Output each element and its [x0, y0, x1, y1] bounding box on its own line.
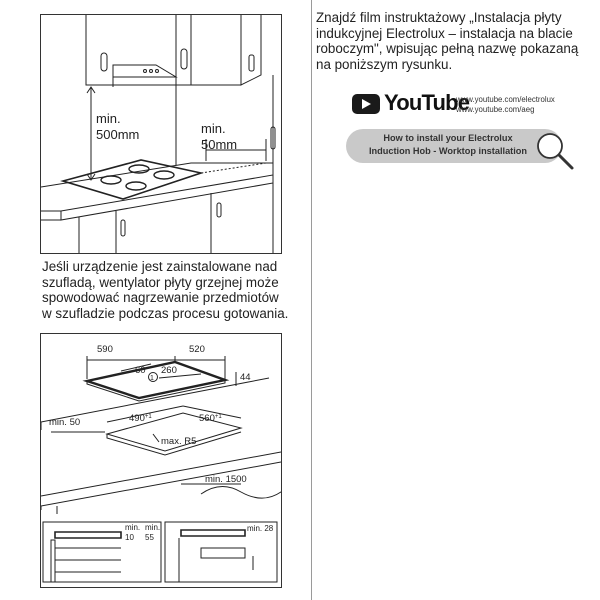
dim-60: 60: [135, 365, 146, 376]
clearance-drawing: [41, 15, 281, 253]
dim-260: 260: [161, 365, 177, 376]
cable-length-label: min. 1500: [205, 474, 247, 485]
side-value-label: 50mm: [201, 137, 238, 152]
video-search-box[interactable]: [346, 129, 562, 163]
height-value-label: 500mm: [96, 127, 140, 142]
inset1-min-b: min.: [145, 523, 161, 532]
depth-dimension: 520: [189, 344, 205, 355]
width-dimension: 590: [97, 344, 113, 355]
inset1-55: 55: [145, 533, 154, 542]
cutout-width: $490^{+1}$: [129, 413, 152, 424]
cutout-depth: $560^{+1}$: [199, 413, 222, 424]
youtube-url-aeg[interactable]: www.youtube.com/aeg: [456, 105, 535, 114]
side-min-label: min.: [201, 121, 226, 136]
inset1-min-a: min.: [125, 523, 141, 532]
youtube-block: [352, 90, 592, 124]
thickness-dimension: 44: [240, 372, 251, 383]
search-icon[interactable]: [533, 128, 577, 172]
cutout-dimensions-figure: [40, 333, 282, 588]
drawer-warning-paragraph: Jeśli urządzenie jest zainstalowane nad szufladą, wentylator płyty grzejnej może spowodować nagrzewanie przedmiotów w szufladzie podczas procesu gotowania.: [42, 259, 289, 321]
youtube-logo-icon: [352, 94, 380, 114]
youtube-url-electrolux[interactable]: www.youtube.com/electrolux: [456, 95, 555, 104]
dim-1: 1: [150, 375, 154, 382]
installation-clearance-figure: [40, 14, 282, 254]
height-min-label: min.: [96, 111, 121, 126]
video-instruction-paragraph: Znajdź film instruktażowy „Instalacja płyty indukcyjnej Electrolux – instalacja na blacie roboczym", wpisując pełną nazwę pokazaną na poniższym rysunku.: [316, 10, 579, 72]
min-50-dimension: min. 50: [49, 417, 81, 428]
search-text-line2: Induction Hob - Worktop installation: [368, 146, 528, 156]
youtube-wordmark: YouTube: [384, 90, 470, 115]
search-text-line1: How to install your Electrolux: [383, 133, 513, 143]
radius-label: max. R5: [161, 436, 197, 447]
column-divider: [311, 0, 312, 600]
inset2-min-28: min. 28: [247, 524, 274, 533]
inset1-10: 10: [125, 533, 134, 542]
cutout-drawing: [41, 334, 281, 587]
